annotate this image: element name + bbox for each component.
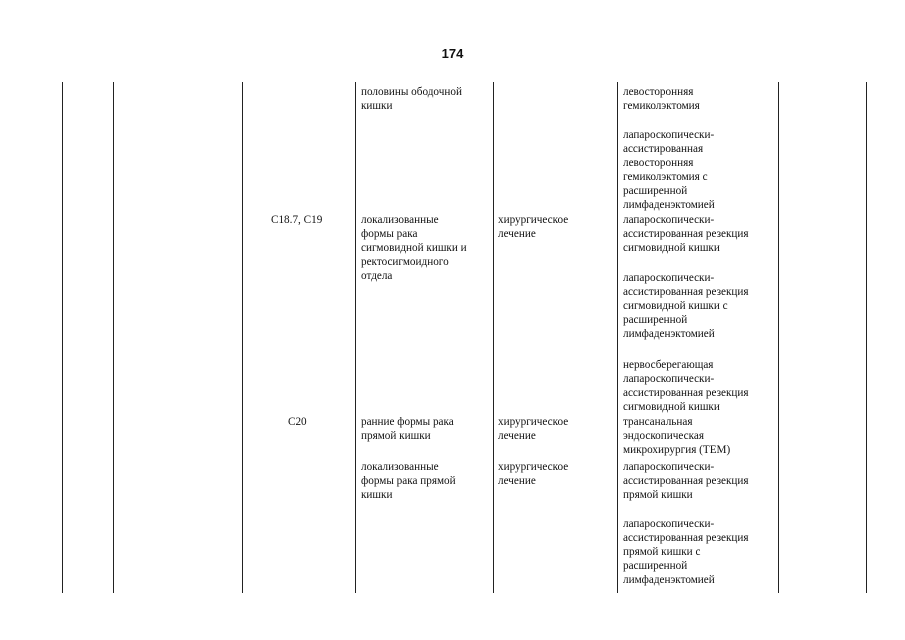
method-tem: трансанальная эндоскопическая микрохирургия (ТЕМ) [623, 416, 731, 457]
method-nerve-sparing-sigmoid: нервосберегающая лапароскопически- ассистированная резекция сигмовидной кишки [623, 359, 749, 414]
disease-colon-half: половины ободочной кишки [361, 86, 462, 113]
method-lap-sigmoid-resection-lymph: лапароскопически- ассистированная резекция сигмовидной кишки с расширенной лимфаденэктомией [623, 272, 749, 341]
table-column-divider [778, 82, 779, 593]
disease-rectum-early: ранние формы рака прямой кишки [361, 416, 454, 443]
method-lap-sigmoid-resection: лапароскопически- ассистированная резекция сигмовидной кишки [623, 214, 749, 255]
disease-rectum-local: локализованные формы рака прямой кишки [361, 461, 456, 502]
table-column-divider [617, 82, 618, 593]
table-column-divider [242, 82, 243, 593]
page-number: 174 [441, 46, 464, 61]
icd-code-c18: C18.7, C19 [271, 214, 323, 226]
table-column-divider [866, 82, 867, 593]
table-column-divider [113, 82, 114, 593]
treatment-rectum-early: хирургическое лечение [498, 416, 569, 443]
table-column-divider [355, 82, 356, 593]
method-lap-left-hemicolectomy: лапароскопически- ассистированная левосторонняя гемиколэктомия с расширенной лимфаденэктомией [623, 129, 715, 212]
table-column-divider [62, 82, 63, 593]
disease-sigmoid: локализованные формы рака сигмовидной кишки и ректосигмоидного отдела [361, 214, 467, 283]
method-lap-rectum-resection: лапароскопически- ассистированная резекция прямой кишки [623, 461, 749, 502]
table-column-divider [493, 82, 494, 593]
method-lap-rectum-resection-lymph: лапароскопически- ассистированная резекция прямой кишки с расширенной лимфаденэктомией [623, 518, 749, 587]
icd-code-c20: C20 [288, 416, 307, 428]
method-left-hemicolectomy: левосторонняя гемиколэктомия [623, 86, 700, 113]
treatment-rectum-local: хирургическое лечение [498, 461, 569, 488]
treatment-sigmoid: хирургическое лечение [498, 214, 569, 241]
